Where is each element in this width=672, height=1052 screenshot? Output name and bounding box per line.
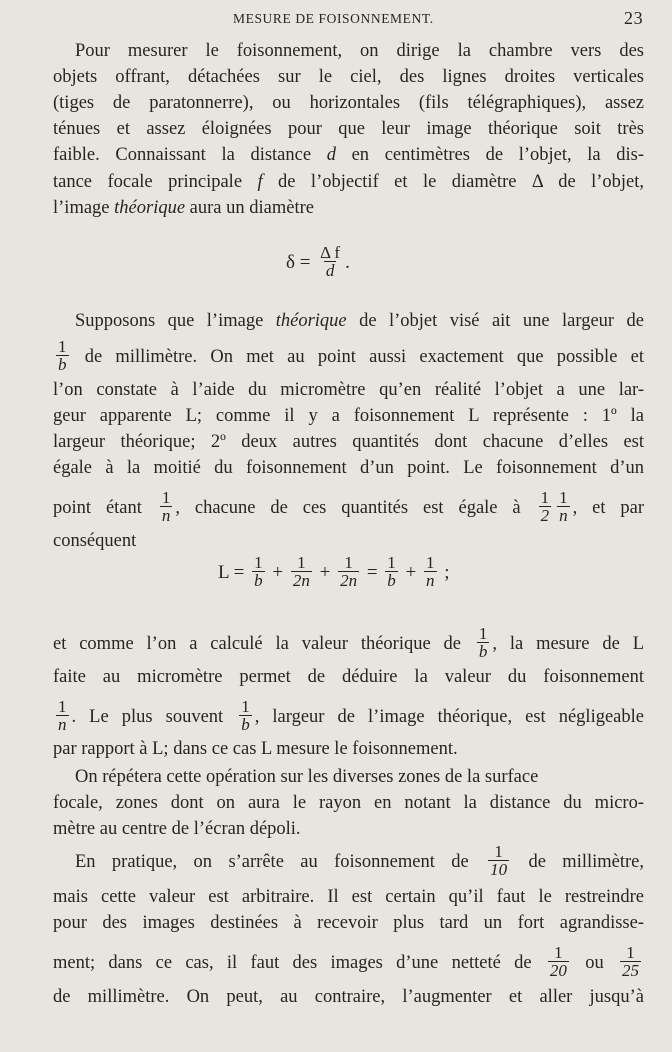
text-run: aura un diamètre: [185, 198, 314, 218]
text-line: [53, 697, 644, 735]
text-run: point étant: [53, 497, 157, 518]
numerator: 1: [478, 624, 488, 643]
numerator: 1: [241, 697, 250, 716]
text-run: Supposons que l’image: [75, 311, 276, 331]
fraction: [424, 554, 437, 589]
text-run: . Le plus souvent: [71, 706, 237, 727]
text-run: , chacune de ces quantités est égale à: [175, 497, 536, 518]
fraction: [56, 698, 69, 733]
text-run: pour des images destinées à recevoir plus tard un fort agrandisse-: [53, 913, 644, 933]
denominator: d: [325, 261, 335, 280]
text-run: δ =: [286, 251, 316, 273]
text-line: [53, 910, 644, 936]
text-line: [75, 764, 644, 790]
text-run: conséquent: [53, 531, 137, 551]
text-line: [53, 195, 644, 221]
fraction: [557, 489, 570, 524]
text-run: l’image: [53, 198, 115, 218]
fraction: [385, 554, 398, 589]
text-run: tance focale principale: [53, 172, 258, 192]
text-line: [53, 816, 644, 842]
denominator: n: [559, 506, 568, 525]
text-run: par rapport à L; dans ce cas L mesure le foisonnement.: [53, 739, 458, 759]
text-line: [53, 90, 644, 116]
numerator: 1: [387, 553, 396, 572]
text-run: +: [314, 561, 336, 583]
italic-run: théorique: [114, 198, 186, 218]
text-line: [75, 308, 644, 334]
text-line: [53, 790, 644, 816]
text-line: [75, 38, 644, 64]
text-line: [53, 943, 644, 981]
text-run: faible. Connaissant la distance: [53, 145, 327, 165]
denominator: b: [254, 571, 263, 590]
numerator: 1: [344, 553, 353, 572]
denominator: 2: [540, 506, 550, 525]
text-run: ténues et assez éloignées pour que leur image théorique soit très: [53, 119, 644, 139]
fraction: [548, 944, 569, 979]
text-run: +: [400, 561, 421, 583]
denominator: 20: [549, 961, 567, 980]
fraction: [252, 554, 265, 589]
text-run: ment; dans ce cas, il faut des images d’une netteté de: [53, 952, 545, 973]
denominator: 10: [490, 860, 508, 879]
text-line: [53, 884, 644, 910]
denominator: n: [58, 715, 67, 734]
text-run: et comme l’on a calculé la valeur théorique de: [53, 633, 474, 654]
text-run: de millimètre. On peut, au contraire, l’augmenter et aller jusqu’à: [53, 987, 644, 1007]
text-line: [53, 488, 644, 526]
numerator: 1: [254, 553, 263, 572]
text-line: [53, 169, 644, 195]
text-run: L =: [218, 561, 250, 583]
denominator: b: [58, 355, 67, 374]
page-number: 23: [624, 8, 644, 28]
text-run: faite au micromètre permet de déduire la valeur du foisonnement: [53, 667, 644, 687]
text-run: =: [362, 561, 383, 583]
text-line: [53, 64, 644, 90]
fraction: [477, 625, 490, 660]
text-line: [53, 429, 644, 455]
text-run: geur apparente L; comme il y a foisonnement L représente : 1º la: [53, 406, 644, 426]
text-line: [53, 528, 644, 554]
numerator: 1: [559, 488, 568, 507]
numerator: 1: [161, 488, 171, 507]
text-run: , et par: [572, 497, 644, 518]
text-run: mètre au centre de l’écran dépoli.: [53, 819, 301, 839]
text-run: de millimètre. On met au point aussi exactement que possible et: [71, 346, 644, 367]
text-run: En pratique, on s’arrête au foisonnement de: [75, 851, 486, 872]
text-line: [53, 984, 644, 1010]
text-run: largeur théorique; 2º deux autres quantités dont chacune d’elles est: [53, 432, 644, 452]
running-title: MESURE DE FOISONNEMENT.: [233, 11, 434, 26]
italic-run: f: [257, 172, 263, 192]
text-run: +: [267, 561, 288, 583]
text-run: objets offrant, détachées sur le ciel, des lignes droites verticales: [53, 67, 644, 87]
denominator: 2n: [292, 571, 310, 590]
text-run: de l’objectif et le diamètre Δ de l’objet,: [262, 172, 644, 192]
text-run: mais cette valeur est arbitraire. Il est certain qu’il faut le restreindre: [53, 887, 644, 907]
fraction: [239, 698, 252, 733]
display-formula: [218, 553, 450, 591]
fraction: [488, 843, 509, 878]
text-run: ou: [571, 952, 618, 973]
italic-run: d: [326, 145, 336, 165]
text-run: On répétera cette opération sur les diverses zones de la surface: [75, 767, 539, 787]
numerator: 1: [626, 943, 635, 962]
text-run: égale à la moitié du foisonnement d’un point. Le foisonnement d’un: [53, 458, 644, 478]
text-line: [53, 377, 644, 403]
text-line: [53, 736, 644, 762]
text-line: [53, 337, 644, 375]
text-run: ;: [439, 561, 450, 583]
text-run: focale, zones dont on aura le rayon en notant la distance du micro-: [53, 793, 644, 813]
fraction: [620, 944, 641, 979]
text-run: , la mesure de L: [492, 633, 644, 654]
text-run: , largeur de l’image théorique, est négligeable: [254, 706, 644, 727]
denominator: n: [161, 506, 171, 525]
text-run: (tiges de paratonnerre), ou horizontales (fils télégraphiques), assez: [53, 93, 644, 113]
text-run: en centimètres de l’objet, la dis-: [335, 145, 644, 165]
numerator: 1: [426, 553, 435, 572]
numerator: 1: [58, 337, 67, 356]
numerator: 1: [494, 842, 503, 861]
denominator: b: [478, 642, 488, 661]
italic-run: théorique: [275, 311, 347, 331]
numerator: Δ f: [320, 243, 341, 262]
text-run: .: [345, 251, 350, 273]
denominator: 25: [622, 961, 640, 980]
numerator: 1: [297, 553, 306, 572]
text-run: de l’objet visé ait une largeur de: [346, 311, 644, 331]
text-line: [53, 403, 644, 429]
denominator: b: [387, 571, 396, 590]
text-line: [53, 624, 644, 662]
denominator: b: [241, 715, 250, 734]
fraction: [539, 489, 552, 524]
numerator: 1: [554, 943, 563, 962]
text-line: [53, 455, 644, 481]
fraction: [338, 554, 359, 589]
text-run: de millimètre,: [512, 851, 644, 872]
numerator: 1: [58, 697, 67, 716]
numerator: 1: [540, 488, 550, 507]
text-line: [53, 664, 644, 690]
text-run: l’on constate à l’aide du micromètre qu’en réalité l’objet a une lar-: [53, 380, 644, 400]
fraction: [160, 489, 173, 524]
display-formula: [286, 243, 350, 281]
fraction: [56, 338, 69, 373]
fraction: [291, 554, 312, 589]
denominator: 2n: [340, 571, 358, 590]
denominator: n: [426, 571, 435, 590]
fraction: [318, 244, 342, 279]
text-line: [75, 842, 644, 880]
text-line: [53, 142, 644, 168]
text-run: Pour mesurer le foisonnement, on dirige la chambre vers des: [75, 41, 644, 61]
text-line: [53, 116, 644, 142]
